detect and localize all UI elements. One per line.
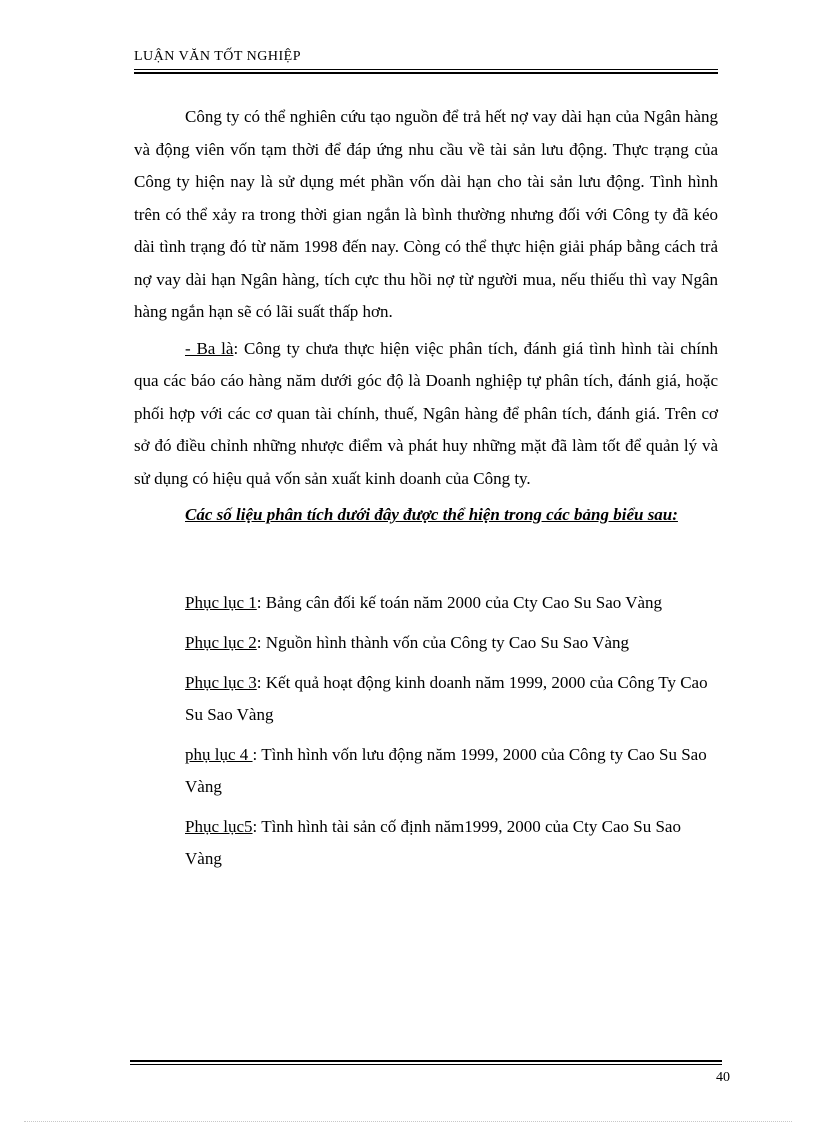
paragraph-third-point (134, 333, 718, 496)
appendix-item-1 (134, 587, 718, 619)
analysis-tables-heading: Các số liệu phân tích dưới đây được thể hiện trong các bảng biểu sau: (185, 505, 678, 524)
paragraph-funding-solution: Công ty có thể nghiên cứu tạo nguồn để trả hết nợ vay dài hạn của Ngân hàng và động viên vốn tạm thời để đáp ứng nhu cầu về tài sản lưu động. Thực trạng của Công ty hiện nay là sử dụng mét phần vốn dài hạn cho tài sản lưu động. Tình hình trên có thể xảy ra trong thời gian ngắn là bình thường nhưng đối với Công ty đã kéo dài tình trạng đó từ năm 1998 đến nay. Còng có thể thực hiện giải pháp bằng cách trả nợ vay dài hạn Ngân hàng, tích cực thu hồi nợ từ người mua, nếu thiếu thì vay Ngân hàng ngắn hạn sẽ có lãi suất thấp hơn. (134, 107, 718, 321)
appendix-text: : Nguồn hình thành vốn của Công ty Cao Su Sao Vàng (256, 633, 630, 652)
appendix-item-3 (134, 667, 718, 731)
appendix-list (134, 587, 718, 875)
page-content (134, 101, 718, 883)
appendix-text: : Kết quả hoạt động kinh doanh năm 1999, 2000 của Công Ty Cao Su Sao Vàng (185, 673, 708, 724)
page-header-title: LUẬN VĂN TỐT NGHIỆP (134, 49, 301, 64)
appendix-label: phụ lục 4 (185, 745, 253, 764)
third-point-label: - Ba là (185, 338, 234, 358)
page-number: 40 (716, 1070, 730, 1085)
appendix-text: : Tình hình vốn lưu động năm 1999, 2000 của Công ty Cao Su Sao Vàng (185, 745, 707, 796)
appendix-item-2 (134, 627, 718, 659)
appendix-item-4 (134, 739, 718, 803)
third-point-text: : Công ty chưa thực hiện việc phân tích, đánh giá tình hình tài chính qua các báo cáo hàng năm dưới góc độ là Doanh nghiệp tự phân tích, đánh giá, hoặc phối hợp với các cơ quan tài chính, thuế, Ngân hàng để phân tích, đánh giá. Trên cơ sở đó điều chỉnh những nhược điểm và phát huy những mặt đã làm tốt để quản lý và sử dụng có hiệu quả vốn sản xuất kinh doanh của Công ty. (134, 338, 718, 488)
appendix-label: Phục lục 3 (185, 673, 257, 692)
appendix-text: : Bảng cân đối kế toán năm 2000 của Cty Cao Su Sao Vàng (256, 593, 663, 612)
header-double-rule (134, 69, 718, 74)
appendix-item-5 (134, 811, 718, 875)
appendix-label: Phục lục 2 (185, 633, 257, 652)
appendix-text: : Tình hình tài sản cố định năm1999, 2000 của Cty Cao Su Sao Vàng (185, 817, 681, 868)
footer-double-rule (130, 1060, 722, 1065)
appendix-label: Phục lục5 (185, 817, 253, 836)
appendix-label: Phục lục 1 (185, 593, 257, 612)
page-bottom-dotted-edge (24, 1121, 792, 1122)
